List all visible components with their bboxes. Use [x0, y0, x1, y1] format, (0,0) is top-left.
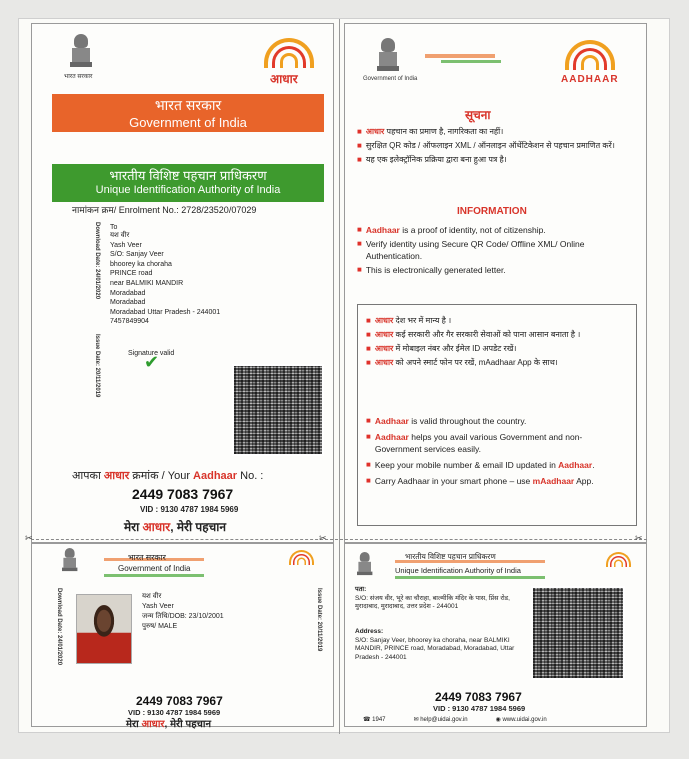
uidai-hindi: भारतीय विशिष्ट पहचान प्राधिकरण: [405, 552, 496, 561]
info-title: INFORMATION: [457, 206, 527, 217]
notice-list: [357, 126, 642, 165]
footer: [363, 716, 547, 723]
emblem-icon: [70, 34, 92, 68]
uidai-band: भारतीय विशिष्ट पहचान प्राधिकरण Unique Identification Authority of India: [52, 164, 324, 202]
emblem-icon: [357, 552, 372, 576]
right-card: [344, 23, 647, 543]
left-card: [31, 23, 334, 543]
emblem-icon: [62, 548, 77, 572]
list-item: ■ Aadhaar is a proof of identity, not of citizenship.: [357, 225, 546, 235]
emblem-icon: [377, 38, 399, 72]
vid: VID : 9130 4787 1984 5969: [433, 704, 526, 713]
photo: [76, 594, 132, 664]
aadhaar-number: 2449 7083 7967: [136, 694, 223, 708]
qr-code: [531, 586, 625, 680]
list-item: ■ आधार देश भर में मान्य है ।: [366, 316, 452, 325]
list-item: ■ Verify identity using Secure QR Code/ Offline XML/ Online Authentication.: [357, 239, 585, 261]
list-item: ■ सुरक्षित QR कोड / ऑफलाइन XML / ऑनलाइन ऑथेंटिकेशन से पहचान प्रमाणित करें।: [357, 141, 615, 150]
list-item: ■ आधार को अपने स्मार्ट फोन पर रखें, mAadhaar App के साथ।: [366, 358, 558, 367]
info-list: [357, 224, 642, 276]
small-card-front: [31, 543, 334, 730]
aadhaar-logo-icon: आधार: [254, 38, 324, 84]
to-label: To: [110, 224, 118, 231]
small-card-back: [344, 543, 647, 727]
list-item: ■ आधार में मोबाइल नंबर और ईमेल ID अपडेट रखें।: [366, 344, 517, 353]
emblem-caption: भारत सरकार: [64, 74, 93, 80]
address-english: Address: S/O: Sanjay Veer, bhoorey ka choraha, near BALMIKI MANDIR, PRINCE road, Moradabad, Moradabad, Uttar Pradesh - 244001: [355, 628, 515, 661]
vid: VID : 9130 4787 1984 5969: [128, 708, 221, 717]
phone-icon: ☎ 1947: [363, 717, 386, 723]
list-item: ■ यह एक इलेक्ट्रॉनिक प्रक्रिया द्वारा बना हुआ पत्र है।: [357, 155, 507, 164]
fold-line: [339, 19, 340, 734]
list-item: ■ Aadhaar helps you avail various Government and non-Government services easily.: [366, 432, 583, 454]
services-english: [366, 415, 628, 487]
list-item: ■ Keep your mobile number & email ID updated in Aadhaar.: [366, 460, 595, 470]
services-box: [357, 304, 637, 526]
scissors-icon: ✂: [25, 533, 33, 543]
gov-hindi: भारत सरकार: [128, 553, 166, 562]
slogan: मेरा आधार, मेरी पहचान: [124, 520, 226, 534]
list-item: ■ Carry Aadhaar in your smart phone – use mAadhaar App.: [366, 476, 594, 486]
aadhaar-number: 2449 7083 7967: [132, 486, 234, 502]
scissors-icon: ✂: [319, 533, 327, 543]
enrolment-no: नामांकन क्रम/ Enrolment No.: 2728/23520/07029: [72, 205, 257, 215]
slogan: मेरा आधार, मेरी पहचान: [126, 719, 211, 730]
download-date: Download Date: 24/01/2020: [94, 222, 100, 300]
aadhaar-number: 2449 7083 7967: [435, 690, 522, 704]
aadhaar-no-label: आपका आधार क्रमांक / Your Aadhaar No. :: [72, 470, 264, 482]
qr-code: [232, 364, 324, 456]
download-date: Download Date: 24/01/2020: [56, 588, 62, 666]
address-hindi: पता: S/O: संजय वीर, भूरे का चौराहा, बाल्मीकि मंदिर के पास, प्रिंस रोड, मुरादाबाद, मुरादाबाद, उत्तर प्रदेश - 244001: [355, 586, 510, 610]
list-item: ■ आधार कई सरकारी और गैर सरकारी सेवाओं को पाना आसान बनाता है ।: [366, 330, 581, 339]
tricolor-stripe-green: [395, 576, 545, 579]
scissors-icon: ✂: [635, 533, 643, 543]
vid: VID : 9130 4787 1984 5969: [140, 505, 239, 514]
list-item: ■ आधार पहचान का प्रमाण है, नागरिकता का नहीं।: [357, 127, 504, 136]
globe-icon: ◉ www.uidai.gov.in: [495, 717, 547, 723]
aadhaar-logo-icon: [601, 552, 636, 575]
issue-date: Issue Date: 20/11/2019: [94, 334, 100, 398]
holder-details: यश वीर Yash Veer जन्म तिथि/DOB: 23/10/2001 पुरुष/ MALE: [142, 593, 224, 630]
emblem-caption: Government of India: [363, 76, 418, 82]
uidai-english: Unique Identification Authority of India: [395, 566, 521, 575]
notice-title: सूचना: [465, 108, 491, 122]
services-hindi: [366, 315, 628, 368]
signature-block: Signature valid ✔: [128, 350, 175, 372]
mail-icon: ✉ help@uidai.gov.in: [413, 717, 468, 723]
tricolor-stripe-green: [441, 60, 501, 63]
check-icon: ✔: [144, 352, 160, 372]
list-item: ■ This is electronically generated letter.: [357, 265, 506, 275]
aadhaar-logo-icon: AADHAAR: [555, 40, 625, 86]
tricolor-stripe: [425, 54, 495, 58]
issue-date: Issue Date: 20/11/2019: [316, 588, 322, 652]
list-item: ■ Aadhaar is valid throughout the country.: [366, 416, 527, 426]
aadhaar-letter: [18, 18, 670, 733]
gov-band: भारत सरकार Government of India: [52, 94, 324, 132]
gov-english: Government of India: [118, 564, 191, 573]
tricolor-stripe-green: [104, 574, 204, 577]
aadhaar-logo-icon: [284, 550, 319, 573]
recipient-address: यश वीर Yash Veer S/O: Sanjay Veer bhoorey ka choraha PRINCE road near BALMIKI MANDIR Moradabad Moradabad Moradabad Uttar Pradesh - 244001 7457849904: [110, 232, 221, 326]
